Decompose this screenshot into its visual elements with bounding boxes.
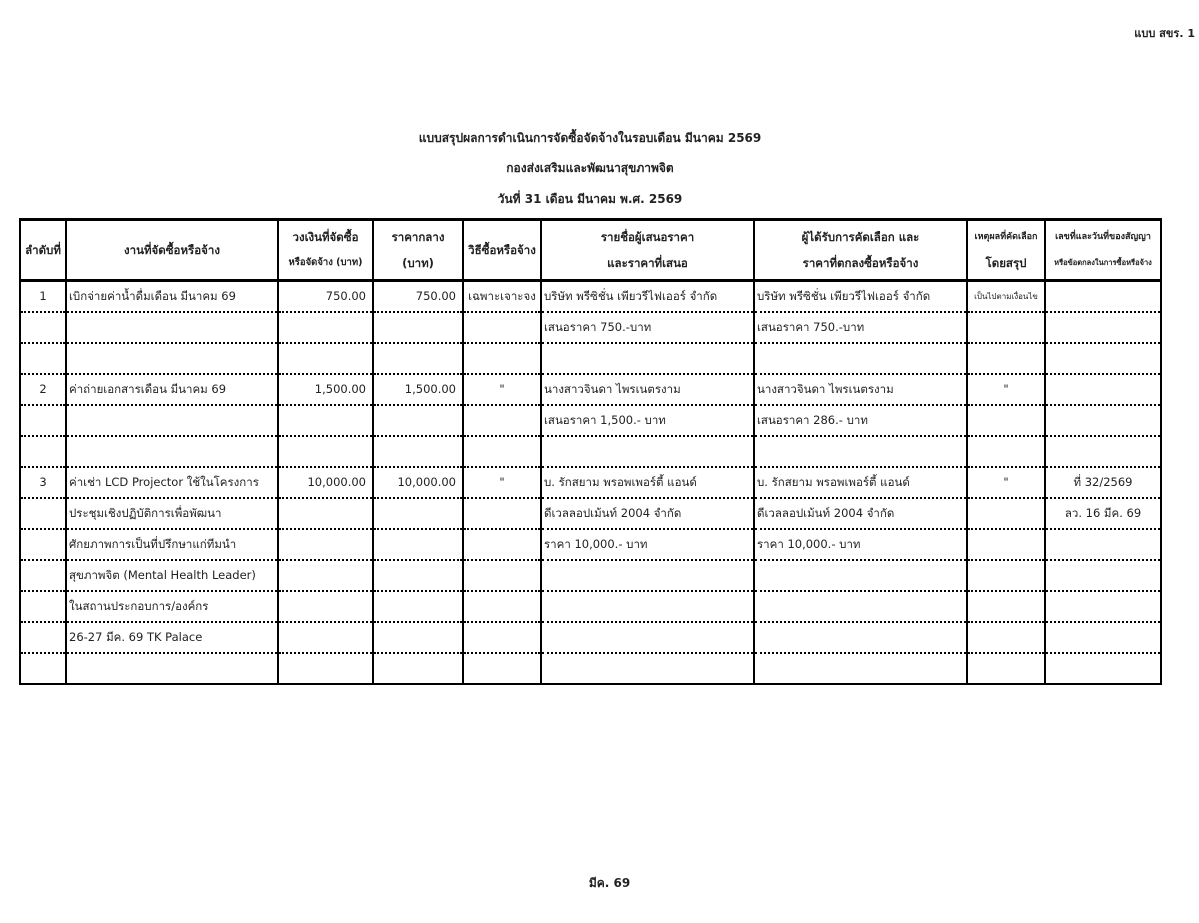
form-code: แบบ สขร. 1	[1134, 27, 1195, 40]
procurement-table	[19, 218, 1162, 685]
cell-method	[463, 653, 541, 684]
cell-bidders: บ. รักสยาม พรอพเพอร์ตี้ แอนด์	[541, 467, 754, 498]
cell-median	[373, 312, 463, 343]
cell-winner	[754, 591, 967, 622]
cell-no	[20, 343, 66, 374]
cell-reason	[967, 622, 1045, 653]
table-row	[20, 467, 1161, 498]
cell-winner: ดีเวลลอปเม้นท์ 2004 จำกัด	[754, 498, 967, 529]
cell-contract	[1045, 622, 1161, 653]
table-row	[20, 281, 1161, 313]
cell-no	[20, 312, 66, 343]
report-title: แบบสรุปผลการดำเนินการจัดซื้อจัดจ้างในรอบเดือน มีนาคม 2569	[418, 131, 762, 145]
cell-work	[66, 405, 278, 436]
cell-bidders: เสนอราคา 750.-บาท	[541, 312, 754, 343]
cell-contract	[1045, 405, 1161, 436]
cell-contract	[1045, 529, 1161, 560]
cell-winner: เสนอราคา 750.-บาท	[754, 312, 967, 343]
cell-bidders	[541, 343, 754, 374]
cell-bidders: บริษัท พรีซิชั่น เพียวรีไฟเออร์ จำกัด	[541, 281, 754, 313]
header-budget: วงเงินที่จัดซื้อ หรือจัดจ้าง (บาท)	[278, 220, 373, 281]
cell-median	[373, 560, 463, 591]
cell-median	[373, 529, 463, 560]
header-row	[20, 220, 1161, 281]
cell-no	[20, 498, 66, 529]
cell-bidders	[541, 622, 754, 653]
cell-budget	[278, 498, 373, 529]
cell-reason	[967, 498, 1045, 529]
cell-budget	[278, 529, 373, 560]
cell-median	[373, 498, 463, 529]
cell-budget	[278, 653, 373, 684]
cell-work: สุขภาพจิต (Mental Health Leader)	[66, 560, 278, 591]
cell-median: 1,500.00	[373, 374, 463, 405]
cell-bidders: ดีเวลลอปเม้นท์ 2004 จำกัด	[541, 498, 754, 529]
header-reason: เหตุผลที่คัดเลือก โดยสรุป	[967, 220, 1045, 281]
cell-winner: บ. รักสยาม พรอพเพอร์ตี้ แอนด์	[754, 467, 967, 498]
cell-method	[463, 343, 541, 374]
cell-contract	[1045, 653, 1161, 684]
cell-no: 2	[20, 374, 66, 405]
cell-bidders: ราคา 10,000.- บาท	[541, 529, 754, 560]
cell-contract	[1045, 374, 1161, 405]
cell-method	[463, 591, 541, 622]
department-name: กองส่งเสริมและพัฒนาสุขภาพจิต	[506, 161, 674, 175]
cell-bidders	[541, 436, 754, 467]
cell-work	[66, 312, 278, 343]
cell-work: ค่าถ่ายเอกสารเดือน มีนาคม 69	[66, 374, 278, 405]
cell-budget: 10,000.00	[278, 467, 373, 498]
cell-reason	[967, 560, 1045, 591]
cell-bidders	[541, 560, 754, 591]
cell-contract: ที่ 32/2569	[1045, 467, 1161, 498]
cell-budget	[278, 436, 373, 467]
cell-method: "	[463, 374, 541, 405]
footer-date: มีค. 69	[588, 876, 631, 890]
cell-winner: ราคา 10,000.- บาท	[754, 529, 967, 560]
cell-work	[66, 653, 278, 684]
cell-median	[373, 436, 463, 467]
header-winner: ผู้ได้รับการคัดเลือก และ ราคาที่ตกลงซื้อหรือจ้าง	[754, 220, 967, 281]
header-work: งานที่จัดซื้อหรือจ้าง	[66, 220, 278, 281]
cell-reason: เป็นไปตามเงื่อนไข	[967, 281, 1045, 313]
cell-reason	[967, 405, 1045, 436]
cell-reason	[967, 591, 1045, 622]
cell-winner	[754, 436, 967, 467]
table-row	[20, 560, 1161, 591]
cell-method	[463, 622, 541, 653]
cell-reason: "	[967, 467, 1045, 498]
cell-contract	[1045, 312, 1161, 343]
table-row	[20, 405, 1161, 436]
cell-winner: เสนอราคา 286.- บาท	[754, 405, 967, 436]
cell-bidders	[541, 653, 754, 684]
cell-winner	[754, 622, 967, 653]
table-row	[20, 498, 1161, 529]
table-row	[20, 312, 1161, 343]
cell-method	[463, 560, 541, 591]
cell-budget	[278, 343, 373, 374]
cell-reason	[967, 653, 1045, 684]
cell-no	[20, 591, 66, 622]
cell-reason: "	[967, 374, 1045, 405]
cell-method	[463, 498, 541, 529]
cell-winner: นางสาวจินดา ไพรเนตรงาม	[754, 374, 967, 405]
cell-no	[20, 405, 66, 436]
cell-winner	[754, 653, 967, 684]
cell-work	[66, 436, 278, 467]
table-row	[20, 374, 1161, 405]
cell-budget	[278, 312, 373, 343]
cell-no: 1	[20, 281, 66, 313]
cell-no	[20, 436, 66, 467]
cell-median	[373, 405, 463, 436]
table-row	[20, 591, 1161, 622]
cell-no	[20, 622, 66, 653]
cell-winner	[754, 560, 967, 591]
cell-no	[20, 560, 66, 591]
cell-work	[66, 343, 278, 374]
header-median: ราคากลาง (บาท)	[373, 220, 463, 281]
header-contract: เลขที่และวันที่ของสัญญา หรือข้อตกลงในการซื้อหรือจ้าง	[1045, 220, 1161, 281]
cell-contract	[1045, 343, 1161, 374]
report-date: วันที่ 31 เดือน มีนาคม พ.ศ. 2569	[497, 192, 683, 206]
table-row	[20, 343, 1161, 374]
cell-budget	[278, 591, 373, 622]
cell-work: 26-27 มีค. 69 TK Palace	[66, 622, 278, 653]
cell-bidders: นางสาวจินดา ไพรเนตรงาม	[541, 374, 754, 405]
table-row	[20, 529, 1161, 560]
cell-work: ประชุมเชิงปฏิบัติการเพื่อพัฒนา	[66, 498, 278, 529]
cell-contract	[1045, 560, 1161, 591]
header-bidders: รายชื่อผู้เสนอราคา และราคาที่เสนอ	[541, 220, 754, 281]
cell-reason	[967, 529, 1045, 560]
cell-contract	[1045, 436, 1161, 467]
cell-work: ศักยภาพการเป็นที่ปรึกษาแก่ทีมนำ	[66, 529, 278, 560]
cell-budget: 750.00	[278, 281, 373, 313]
cell-bidders: เสนอราคา 1,500.- บาท	[541, 405, 754, 436]
cell-no	[20, 529, 66, 560]
cell-median	[373, 653, 463, 684]
cell-work: เบิกจ่ายค่าน้ำดื่มเดือน มีนาคม 69	[66, 281, 278, 313]
cell-work: ในสถานประกอบการ/องค์กร	[66, 591, 278, 622]
cell-method	[463, 312, 541, 343]
cell-winner: บริษัท พรีซิชั่น เพียวรีไฟเออร์ จำกัด	[754, 281, 967, 313]
cell-method: "	[463, 467, 541, 498]
cell-contract	[1045, 281, 1161, 313]
cell-budget	[278, 622, 373, 653]
cell-budget	[278, 405, 373, 436]
table-row	[20, 436, 1161, 467]
cell-median: 10,000.00	[373, 467, 463, 498]
cell-contract: ลว. 16 มีค. 69	[1045, 498, 1161, 529]
cell-method: เฉพาะเจาะจง	[463, 281, 541, 313]
cell-budget	[278, 560, 373, 591]
cell-reason	[967, 312, 1045, 343]
cell-method	[463, 436, 541, 467]
cell-winner	[754, 343, 967, 374]
cell-method	[463, 405, 541, 436]
table-row	[20, 653, 1161, 684]
cell-reason	[967, 343, 1045, 374]
cell-bidders	[541, 591, 754, 622]
cell-median	[373, 343, 463, 374]
cell-method	[463, 529, 541, 560]
cell-reason	[967, 436, 1045, 467]
header-method: วิธีซื้อหรือจ้าง	[463, 220, 541, 281]
cell-no: 3	[20, 467, 66, 498]
cell-median	[373, 591, 463, 622]
header-no: ลำดับที่	[20, 220, 66, 281]
cell-work: ค่าเช่า LCD Projector ใช้ในโครงการ	[66, 467, 278, 498]
table-row	[20, 622, 1161, 653]
cell-median: 750.00	[373, 281, 463, 313]
cell-budget: 1,500.00	[278, 374, 373, 405]
cell-contract	[1045, 591, 1161, 622]
cell-median	[373, 622, 463, 653]
cell-no	[20, 653, 66, 684]
